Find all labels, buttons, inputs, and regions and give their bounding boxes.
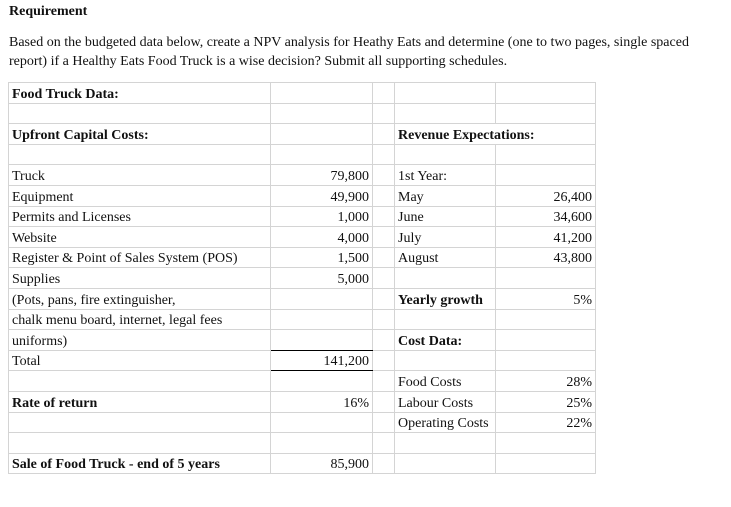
cost-item-label: Labour Costs (395, 391, 496, 412)
table-row (9, 144, 596, 165)
supplies-note: uniforms) (9, 330, 271, 351)
first-year-label: 1st Year: (395, 165, 496, 186)
cost-item-label: Supplies (9, 268, 271, 289)
total-value: 141,200 (271, 350, 373, 371)
month-label: June (395, 206, 496, 227)
food-truck-data-table (8, 82, 596, 474)
sale-of-food-truck-label: Sale of Food Truck - end of 5 years (9, 453, 271, 474)
cost-item-label: Operating Costs (395, 412, 496, 433)
rate-of-return-label: Rate of return (9, 391, 271, 412)
cost-item-label: Website (9, 227, 271, 248)
cost-item-value: 4,000 (271, 227, 373, 248)
yearly-growth-value: 5% (496, 288, 596, 309)
table-row (9, 309, 596, 330)
cost-item-label: Register & Point of Sales System (POS) (9, 247, 271, 268)
rate-of-return-value: 16% (271, 391, 373, 412)
table-row (9, 330, 596, 351)
month-label: May (395, 185, 496, 206)
food-truck-data-title: Food Truck Data: (9, 83, 271, 104)
table-row (9, 288, 596, 309)
cost-item-label: Permits and Licenses (9, 206, 271, 227)
cost-percent-value: 28% (496, 371, 596, 392)
cost-data-title: Cost Data: (395, 330, 496, 351)
table-row (9, 371, 596, 392)
cost-item-value: 49,900 (271, 185, 373, 206)
table-row (9, 185, 596, 206)
cost-item-value: 79,800 (271, 165, 373, 186)
supplies-note: (Pots, pans, fire extinguisher, (9, 288, 271, 309)
month-label: August (395, 247, 496, 268)
table-row (9, 391, 596, 412)
table-row (9, 350, 596, 371)
table-row (9, 83, 596, 104)
cost-item-value: 1,000 (271, 206, 373, 227)
table-row (9, 453, 596, 474)
table-row (9, 433, 596, 454)
table-row (9, 268, 596, 289)
sale-of-food-truck-value: 85,900 (271, 453, 373, 474)
requirement-description: Based on the budgeted data below, create a NPV analysis for Heathy Eats and determine (one to two pages, single spaced report) if a Healthy Eats Food Truck is a wise decision? Submit all supporting schedules. (9, 35, 689, 69)
month-revenue-value: 26,400 (496, 185, 596, 206)
cost-item-label: Equipment (9, 185, 271, 206)
cost-percent-value: 25% (496, 391, 596, 412)
cost-item-value: 1,500 (271, 247, 373, 268)
month-label: July (395, 227, 496, 248)
requirement-heading: Requirement (9, 4, 88, 19)
month-revenue-value: 43,800 (496, 247, 596, 268)
cost-percent-value: 22% (496, 412, 596, 433)
table-row (9, 412, 596, 433)
cost-item-label: Truck (9, 165, 271, 186)
upfront-capital-costs-title: Upfront Capital Costs: (9, 124, 271, 145)
supplies-note: chalk menu board, internet, legal fees (9, 309, 271, 330)
month-revenue-value: 34,600 (496, 206, 596, 227)
table-row (9, 103, 596, 124)
cost-item-value: 5,000 (271, 268, 373, 289)
total-label: Total (9, 350, 271, 371)
table-row (9, 124, 596, 145)
table-row (9, 247, 596, 268)
table-row (9, 165, 596, 186)
table-row (9, 227, 596, 248)
yearly-growth-label: Yearly growth (395, 288, 496, 309)
month-revenue-value: 41,200 (496, 227, 596, 248)
revenue-expectations-title: Revenue Expectations: (395, 124, 596, 145)
table-row (9, 206, 596, 227)
cost-item-label: Food Costs (395, 371, 496, 392)
